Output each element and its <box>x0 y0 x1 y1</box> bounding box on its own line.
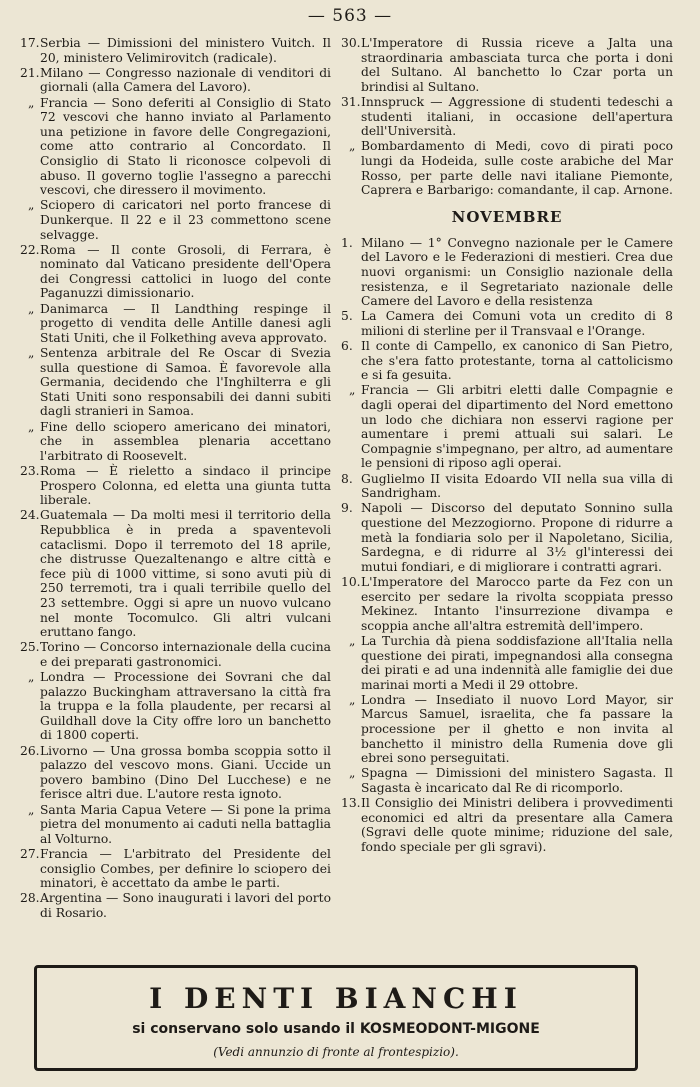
advertisement-headline: I DENTI BIANCHI <box>149 982 523 1015</box>
entry-day: 5. <box>341 309 353 324</box>
chronicle-entry <box>20 346 331 419</box>
chronicle-entry <box>341 383 673 471</box>
entry-text: Torino — Concorso internazionale della cucina e dei preparati gastronomici. <box>40 640 331 669</box>
entry-day: „ <box>349 383 356 398</box>
chronicle-entry <box>341 339 673 383</box>
entry-text: Il conte di Campello, ex canonico di San Pietro, che s'era fatto protestante, torna al cattolicismo e si fa gesuita. <box>361 339 673 383</box>
chronicle-entry <box>20 66 331 95</box>
entry-day: 17. <box>20 36 40 50</box>
entry-text: Londra — Processione dei Sovrani che dal palazzo Buckingham attraversano la città fra la truppa e la folla plaudente, per recarsi al Guildhall dove la City offre loro un banchetto di 1800 coperti. <box>40 670 331 743</box>
chronicle-entry <box>20 420 331 464</box>
chronicle-entry <box>20 640 331 669</box>
chronicle-entry <box>20 36 331 65</box>
entry-text: Argentina — Sono inaugurati i lavori del porto di Rosario. <box>40 891 331 920</box>
chronicle-entry <box>20 302 331 346</box>
entry-day: 6. <box>341 339 353 354</box>
entry-day: 27. <box>20 846 40 861</box>
section-title: NOVEMBRE <box>451 207 563 226</box>
entry-text: Roma — Il conte Grosoli, di Ferrara, è nominato dal Vaticano presidente dell'Opera dei Congressi cattolici in luogo del conte Paganuzzi dimissionario. <box>40 242 331 301</box>
entry-text: Milano — 1° Convegno nazionale per le Camere del Lavoro e le Federazioni di mestieri. Crea due nuovi organismi: un Consiglio nazionale della resistenza, e il Segretariato nazionale delle Camere del Lavoro e della resistenza <box>361 235 673 309</box>
entry-text: Napoli — Discorso del deputato Sonnino sulla questione del Mezzogiorno. Propone di ridurre a metà la fondiaria solo per il Napoletano, Sicilia, Sardegna, e di ridurre al 3½ gl'interessi dei mutui fondiari, e di migliorare i contratti agrari. <box>361 501 673 574</box>
right-column <box>341 36 673 855</box>
chronicle-entry <box>20 464 331 508</box>
entry-text: Guatemala — Da molti mesi il territorio della Repubblica è in preda a spaventevoli cataclismi. Dopo il terremoto del 18 aprile, che distrusse Quezaltenango e altre città e fece più di 1000 vittime, si sono avuti più di 250 terremoti, tra i quali terribile quello del 23 settembre. Oggi si apre un nuovo vulcano nel monte Tocomulco. Gli altri vulcani eruttano fango. <box>40 508 331 640</box>
entry-text: L'Imperatore di Russia riceve a Jalta una straordinaria ambasciata turca che porta i doni del Sultano. Al banchetto lo Czar porta un brindisi al Sultano. <box>361 36 673 94</box>
entry-day: „ <box>28 670 35 685</box>
entry-day: 28. <box>20 891 40 906</box>
chronicle-entry <box>20 243 331 301</box>
entry-text: Sciopero di caricatori nel porto francese di Dunkerque. Il 22 e il 23 commettono scene selvagge. <box>40 198 331 242</box>
entry-text: Spagna — Dimissioni del ministero Sagasta. Il Sagasta è incaricato dal Re di ricomporlo. <box>361 766 673 796</box>
chronicle-entry <box>341 796 673 854</box>
chronicle-entry <box>341 36 673 94</box>
entry-day: 13. <box>341 796 361 811</box>
entry-day: „ <box>349 633 356 648</box>
chronicle-entry <box>20 670 331 743</box>
entry-day: 23. <box>20 463 40 478</box>
entry-text: Danimarca — Il Landthing respinge il progetto di vendita delle Antille danesi agli Stati Uniti, che il Folkething aveva approvato. <box>40 301 331 345</box>
entry-text: Francia — L'arbitrato del Presidente del consiglio Combes, per definire lo sciopero dei minatori, è accettato da ambe le parti. <box>40 846 331 891</box>
chronicle-entry <box>341 139 673 197</box>
chronicle-entry <box>341 693 673 766</box>
chronicle-entry <box>20 96 331 198</box>
chronicle-entry <box>341 95 673 139</box>
entry-day: 31. <box>341 94 361 109</box>
entry-text: Santa Maria Capua Vetere — Si pone la prima pietra del monumento ai caduti nella battaglia al Volturno. <box>40 802 331 846</box>
advertisement-box <box>34 965 638 1071</box>
chronicle-entry <box>341 501 673 574</box>
entry-text: L'Imperatore del Marocco parte da Fez con un esercito per sedare la rivolta scoppiata presso Mekinez. Intanto l'insurrezione divampa e scoppia anche all'altra estremità dell'impero. <box>361 574 673 633</box>
chronicle-entry <box>341 236 673 309</box>
entry-text: Francia — Sono deferiti al Consiglio di Stato 72 vescovi che hanno inviato al Parlamento una petizione in favore delle Congregazioni, come atto contrario al Concordato. Il Consiglio di Stato li riconosce colpevoli di abuso. Il governo toglie l'assegno a parecchi vescovi, che diressero il movimento. <box>40 95 331 198</box>
right-column-bottom <box>341 236 673 855</box>
chronicle-entry <box>20 198 331 242</box>
chronicle-entry <box>341 309 673 338</box>
entry-text: Sentenza arbitrale del Re Oscar di Svezia sulla questione di Samoa. È favorevole alla Germania, decidendo che l'Inghilterra e gli Stati Uniti sono responsabili dei danni subiti dagli stranieri in Samoa. <box>40 346 331 419</box>
entry-text: Serbia — Dimissioni del ministero Vuitch. Il 20, ministero Velimirovitch (radicale). <box>40 36 331 65</box>
entry-day: „ <box>28 346 35 361</box>
entry-day: „ <box>28 802 35 817</box>
chronicle-entry <box>20 744 331 802</box>
chronicle-entry <box>341 634 673 692</box>
entry-day: 30. <box>341 36 361 50</box>
entry-text: Il Consiglio dei Ministri delibera i provvedimenti economici ed altri da presentare alla Camera (Sgravi delle quote minime; riduzione del sale, fondo speciale per gli sgravi). <box>361 796 673 854</box>
entry-text: La Camera dei Comuni vota un credito di 8 milioni di sterline per il Transvaal e l'Orange. <box>361 309 673 338</box>
entry-day: 9. <box>341 501 353 516</box>
chronicle-entry <box>20 847 331 891</box>
entry-day: „ <box>349 692 356 707</box>
entry-text: Bombardamento di Medi, covo di pirati poco lungi da Hodeida, sulle coste arabiche del Mar Rosso, per parte delle navi italiane Piemonte, Caprera e Barbarigo: comandante, il cap. Arnone. <box>361 139 673 198</box>
left-column <box>20 36 331 921</box>
entry-day: „ <box>28 198 35 213</box>
entry-day: 26. <box>20 743 40 758</box>
entry-text: Francia — Gli arbitri eletti dalle Compagnie e dagli operai del dipartimento del Nord emettono un lodo che dichiara non esservi ragione per aumentare i premi attuali sui salari. Le Compagnie s'impegnano, per altro, ad aumentare le pensioni di riposo agli operai. <box>361 383 673 471</box>
entry-day: 10. <box>341 574 361 589</box>
entry-text: La Turchia dà piena soddisfazione all'Italia nella questione dei pirati, impegnandosi alla consegna dei pirati e ad una indennità alle famiglie dei due marinai morti a Medi il 29 ottobre. <box>361 633 673 692</box>
entry-day: 21. <box>20 65 40 80</box>
entry-day: 22. <box>20 242 40 257</box>
entry-day: „ <box>28 301 35 316</box>
chronicle-entry <box>341 472 673 501</box>
entry-text: Livorno — Una grossa bomba scoppia sotto il palazzo del vescovo mons. Giani. Uccide un povero bambino (Dino Del Lucchese) e ne ferisce altri due. L'autore resta ignoto. <box>40 743 331 802</box>
entry-text: Londra — Insediato il nuovo Lord Mayor, sir Marcus Samuel, israelita, che fa passare la processione per il ghetto e non invita al banchetto il ministro della Rumenia dove gli ebrei sono perseguitati. <box>361 692 673 766</box>
chronicle-entry <box>20 803 331 847</box>
page-number: — 563 — <box>307 6 393 26</box>
entry-text: Innspruck — Aggressione di studenti tedeschi a studenti italiani, in occasione dell'apertura dell'Università. <box>361 94 673 139</box>
entry-day: „ <box>349 139 356 154</box>
entry-text: Milano — Congresso nazionale di venditori di giornali (alla Camera del Lavoro). <box>40 65 331 95</box>
advertisement-subline: si conservano solo usando il KOSMEODONT-MIGONE <box>132 1021 540 1037</box>
chronicle-entry <box>341 766 673 795</box>
chronicle-entry <box>20 891 331 920</box>
chronicle-entry <box>20 508 331 639</box>
entry-day: 1. <box>341 235 353 250</box>
chronicle-entry <box>341 575 673 633</box>
entry-text: Guglielmo II visita Edoardo VII nella sua villa di Sandrigham. <box>361 471 673 501</box>
entry-day: 24. <box>20 508 40 523</box>
entry-text: Fine dello sciopero americano dei minatori, che in assemblea plenaria accettano l'arbitrato di Roosevelt. <box>40 419 331 463</box>
entry-day: „ <box>28 95 35 110</box>
entry-day: 25. <box>20 640 40 655</box>
entry-day: „ <box>349 766 356 781</box>
entry-day: 8. <box>341 471 353 486</box>
entry-day: „ <box>28 419 35 434</box>
right-column-top <box>341 36 673 198</box>
entry-text: Roma — È rieletto a sindaco il principe Prospero Colonna, ed eletta una giunta tutta liberale. <box>40 463 331 508</box>
advertisement-note: (Vedi annunzio di fronte al frontespizio). <box>213 1045 459 1059</box>
